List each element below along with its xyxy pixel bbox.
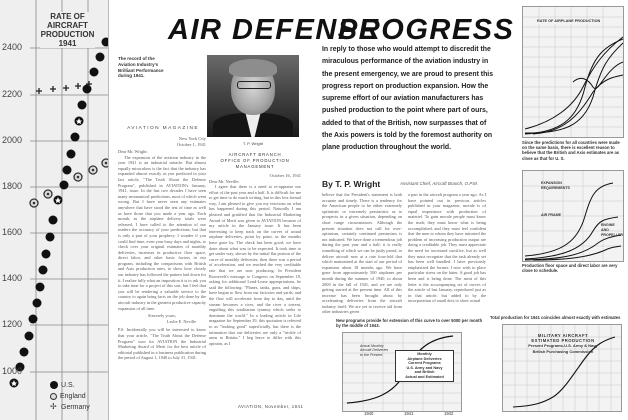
deliveries-chart-label-box: Monthly Airplane Deliveries Current Programs U.S. Army and Navy and British Actual and Estimated — [395, 350, 454, 382]
legend-item-england: England — [50, 391, 90, 402]
swastika-icon: ✢ — [50, 402, 57, 412]
letter-body: I agree that there is a need to re-appraise our effort of the past year and a half. It is difficult for me to get time to do much writing, but in this less formal way, I am pleased to give you my reactions on what has happened during this period. Naturally I am pleased and gratified that the Industrial Marketing Award of Merit was given to AVIATION because of my article in the January issue. It has been interesting to keep track on the curves of actual airplane deliveries, point by point, as the months have gone by. The check has been good; we have done about what was to be expected. It took time to get under way, shown by the initial flat portion of the curve of monthly deliveries; then there was a period of acceleration, and we reached the very creditable rate that we are now producing. In President Roosevelt's message to Congress on September 18, asking for additional Lend-Lease appropriations, he said the following: "Planes, tanks, guns, and ships, have begun to flow from our factories and yards, and the flow will accelerate from day to day, until the stream becomes a river, and the river a torrent, engulfing this totalitarian tyranny which seeks to dominate the world." In a leading article in Life magazine for September 29, this quotation is referred to as "looking good" superficially, but there is the intimation that our deliveries are only a "trickle of arms to Britain." I beg leave to differ with this opinion, as I — [209, 184, 301, 346]
rate-of-airplane-production-chart — [522, 6, 624, 138]
military-chart-title: MILITARY AIRCRAFT ESTIMATED PRODUCTION Present Programs-U.S. Army & Navy British Purchasing Commission — [528, 333, 598, 354]
floor-space-labor-chart — [522, 170, 624, 262]
column1-intro: The record of the Aviation Industry's Brilliant Performance during 1941. — [118, 56, 164, 79]
military-aircraft-chart — [502, 324, 622, 412]
y-tick: 2400 — [2, 42, 23, 52]
x-tick: 1940 — [364, 411, 374, 416]
star-roundel-icon — [50, 381, 58, 389]
x-tick: 1941 — [404, 411, 414, 416]
salutation: Dear Mr. Wright: — [118, 149, 148, 154]
author-photo — [207, 55, 299, 137]
dateline: New York City October 1, 1941 — [176, 136, 206, 147]
rate-of-aircraft-production-chart — [0, 0, 109, 420]
production-curves — [523, 7, 623, 137]
postscript: P.S. Incidentally you will be interested to know that your article, "The Truth About the Defense Program" won for AVIATION the Industrial Marketing Award of Merit for the best article of editorial published in a business publication during the period of August 1, 1940 to July 31, 1941. — [118, 327, 206, 361]
chart-label: AIR FRAME — [541, 213, 561, 217]
deliveries-chart-heading: New programs provide for extension of this curve to over 5000 per month by the middle of 1943. — [336, 318, 483, 329]
signature: Leslie E. Neville — [167, 318, 196, 324]
legend-item-us: U.S. — [50, 380, 90, 391]
deliveries-chart-note: Actual Monthly Aircraft Deliveries to the Present — [360, 344, 389, 357]
chart-legend — [50, 380, 90, 413]
y-tick: 1600 — [2, 227, 23, 237]
scatter-plot — [0, 0, 108, 420]
page-footer: AVIATION, November, 1941 — [238, 404, 304, 409]
x-tick: 1942 — [444, 411, 454, 416]
article-body-col-a: believe that the President's statement is both accurate and timely. There is a tendency for the American people to be either extremely optimistic or extremely pessimistic as to prospects in a given situation, depending on short range circumstances. Although the present situation does not call for over-optimism, certainly continued pessimism is not indicated. We have done a tremendous job during the past year and a half; it is really something of which we can be justly proud, to deliver aircraft now at a rate four-fold that which maintained at the start of our period of expansion about 18 months ago. We have gone from approximately 500 airplanes per month during the summer of 1940, to about 2000 in the fall of 1941, and we are only getting started at the present time. All of this increase has been brought about by accelerating deliveries from the aircraft industry itself. We are yet to receive aid from other industries given — [322, 192, 402, 315]
chart-label: EXPANSION REQUIREMENTS — [541, 181, 570, 191]
chart-title: RATE OF AIRCRAFT PRODUCTION 1941 — [40, 12, 95, 48]
aircraft-branch-heading: AIRCRAFT BRANCH OFFICE OF PRODUCTION MANAGEMENT — [220, 152, 290, 169]
letter-wright — [209, 152, 301, 346]
magazine-name: AVIATION MAGAZINE — [127, 126, 199, 131]
headline-right: PROGRESS — [338, 14, 515, 46]
headline-left: AIR DEFENSE — [168, 14, 380, 46]
dateline: October 16, 1941 — [269, 173, 301, 178]
letter-neville — [118, 136, 206, 361]
legend-item-germany: ✢ Germany — [50, 402, 90, 412]
chart-title: RATE OF AIRPLANE PRODUCTION — [537, 19, 601, 23]
y-tick: 1200 — [2, 319, 23, 329]
military-chart-heading: Total production for 1941 coincides almost exactly with estimates — [490, 315, 621, 320]
article-body-col-b: a part in the aircraft program a year ago. As I have pointed out in previous articles published in your magazine, morale is of equal importance with production of materiel. To gain morale people must know the truth; they must know what is being accomplished, and they must feel confident that the men to whom they have intrusted the problem of increasing production output are doing a creditable job. They must appreciate the need for increased sacrifice, but as well they must recognize that the task already set has been well handled. I have previously emphasized the former. I now wish to place particular stress on the latter. A good job has been and is being done. The meat of this letter is the accompanying set of curves of the article of last January, reproduced just as in that article, but added to by the incorporation of small dots to show actual — [408, 192, 486, 304]
y-tick: 1000 — [2, 366, 23, 376]
floor-space-chart-caption: Production floor space and direct labor are very close to schedule. — [522, 263, 618, 274]
photo-caption: T. P. Wright — [242, 141, 264, 146]
letter-body: The expansion of the aviation industry in the year 1941 is an industrial miracle. But almost equally miraculous is the fact that the industry has expanded almost exactly as you predicted in your last article, "The Truth About the Defense Program", published in AVIATION's January, 1941, issue. In the last two decades I have seen many aeronautical predictions, most of which went wrong. But I have never seen any estimates anywhere that have stood the test of time as well as have those that you made a year ago. Each month, as the airplane delivery totals were released, I have called to the attention of our readers the accuracy of your predictions; but that is only a part of your prophecy. I wonder if you could find time, even your busy days and nights, to check over your original estimates of monthly deliveries, increases in productive floor space, direct labor, and other basic factors in our program, including the comparisons with British and Axis production rates, to show how closely our industry has followed the pattern laid down for it. I realize fully what an imposition it is to ask you to take time for a project of this sort, but I feel that you will be rendering a valuable service to the country to again bring facts on the job done by the aircraft industry in the greatest productive capacity expansion of all time. — [118, 154, 206, 311]
y-tick: 2000 — [2, 135, 23, 145]
salutation: Dear Mr. Neville: — [209, 178, 240, 184]
byline-role: Assistant Chief, Aircraft Branch, O.P.M. — [400, 181, 479, 186]
chart-label: ENGINE AND PROPELLER — [601, 223, 623, 238]
ring-roundel-icon — [50, 393, 57, 400]
y-tick: 1800 — [2, 181, 23, 191]
production-chart-caption: Since the predictions for all countries were made on the same basis, there is excellent reason to believe that the British and Axis estimates are as close as that for U. S. — [522, 140, 620, 161]
article-intro: In reply to those who would attempt to discredit the miraculous performance of the aviation industry in the present emergency, we are proud to present this progress report on production expansion. How the supreme effort of our aviation manufacturers has pushed production to the point where part of ours, added to that of the British, now surpasses that of the Axis powers is told by the foremost authority on plane production throughout the world. — [322, 46, 494, 152]
y-tick: 2200 — [2, 89, 23, 99]
y-tick: 1400 — [2, 273, 23, 283]
closing: Sincerely yours, — [148, 313, 176, 319]
byline: By T. P. Wright — [322, 179, 381, 189]
